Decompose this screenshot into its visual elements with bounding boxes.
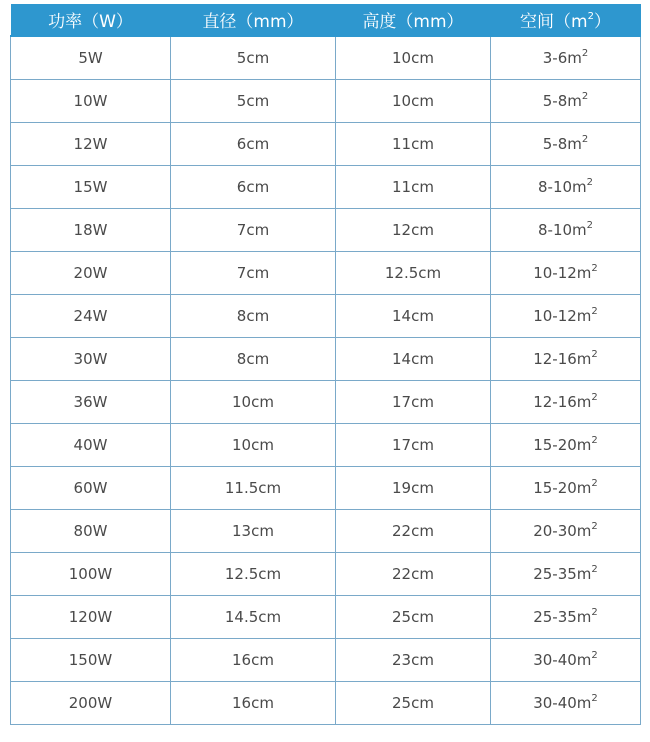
header-space-text: 空间（m (520, 12, 588, 32)
table-row (11, 294, 641, 337)
table-row (11, 122, 641, 165)
cell-height: 10cm (336, 79, 491, 122)
cell-diameter: 5cm (171, 36, 336, 79)
cell-space-value: 25-35m (533, 564, 592, 583)
cell-height: 12.5cm (336, 251, 491, 294)
table-row (11, 337, 641, 380)
table-row (11, 36, 641, 79)
table-row (11, 380, 641, 423)
cell-height: 22cm (336, 509, 491, 552)
cell-height: 23cm (336, 638, 491, 681)
cell-diameter: 13cm (171, 509, 336, 552)
header-space-sup: 2 (587, 11, 594, 23)
table-row (11, 79, 641, 122)
cell-diameter: 11.5cm (171, 466, 336, 509)
cell-space-value: 20-30m (533, 521, 592, 540)
table-row (11, 509, 641, 552)
table-row (11, 208, 641, 251)
cell-power: 30W (11, 337, 171, 380)
cell-space-sup: 2 (591, 391, 598, 403)
cell-space-sup: 2 (591, 477, 598, 489)
header-height: 高度（mm） (362, 12, 464, 32)
cell-space-sup: 2 (581, 47, 589, 59)
cell-power: 120W (11, 595, 171, 638)
cell-space (491, 36, 641, 79)
cell-space-value: 8-10m (537, 177, 587, 196)
cell-power: 12W (11, 122, 171, 165)
cell-height: 11cm (336, 122, 491, 165)
cell-space-value: 15-20m (533, 435, 592, 454)
cell-space-sup: 2 (591, 262, 598, 274)
cell-power: 60W (11, 466, 171, 509)
cell-height: 10cm (336, 36, 491, 79)
cell-space (491, 595, 641, 638)
table-row (11, 595, 641, 638)
cell-diameter: 12.5cm (171, 552, 336, 595)
cell-space (491, 79, 641, 122)
cell-space-value: 15-20m (533, 478, 592, 497)
cell-height: 19cm (336, 466, 491, 509)
table-row (11, 638, 641, 681)
header-space-close: ） (593, 12, 611, 32)
cell-power: 40W (11, 423, 171, 466)
cell-power: 10W (11, 79, 171, 122)
table-header-row (11, 4, 641, 36)
cell-height: 22cm (336, 552, 491, 595)
cell-space-sup: 2 (591, 606, 598, 618)
table-row (11, 681, 641, 724)
cell-space-sup: 2 (591, 692, 598, 704)
cell-space-sup: 2 (591, 434, 598, 446)
cell-space-sup: 2 (591, 348, 598, 360)
cell-space (491, 638, 641, 681)
cell-space-sup: 2 (591, 563, 598, 575)
cell-space-value: 12-16m (533, 392, 592, 411)
cell-diameter: 16cm (171, 681, 336, 724)
cell-diameter: 14.5cm (171, 595, 336, 638)
spec-grid (10, 4, 641, 725)
cell-power: 15W (11, 165, 171, 208)
cell-height: 25cm (336, 595, 491, 638)
cell-space (491, 466, 641, 509)
header-space (491, 4, 641, 36)
cell-diameter: 6cm (171, 165, 336, 208)
cell-power: 18W (11, 208, 171, 251)
cell-space-sup: 2 (591, 305, 598, 317)
cell-height: 14cm (336, 294, 491, 337)
cell-height: 17cm (336, 423, 491, 466)
cell-space (491, 552, 641, 595)
table-row (11, 165, 641, 208)
cell-diameter: 10cm (171, 380, 336, 423)
cell-space-value: 10-12m (533, 306, 592, 325)
cell-diameter: 16cm (171, 638, 336, 681)
cell-space-value: 10-12m (533, 263, 592, 282)
cell-space-value: 8-10m (537, 220, 587, 239)
cell-space-value: 12-16m (533, 349, 592, 368)
cell-space (491, 294, 641, 337)
cell-space-sup: 2 (581, 133, 589, 145)
cell-power: 24W (11, 294, 171, 337)
cell-space (491, 337, 641, 380)
cell-space-value: 3-6m (542, 48, 582, 67)
table-row (11, 423, 641, 466)
cell-diameter: 10cm (171, 423, 336, 466)
cell-space-sup: 2 (586, 219, 594, 231)
table-row (11, 552, 641, 595)
cell-space (491, 380, 641, 423)
cell-height: 25cm (336, 681, 491, 724)
cell-space-value: 25-35m (533, 607, 592, 626)
header-power: 功率（W） (48, 12, 133, 32)
cell-height: 11cm (336, 165, 491, 208)
header-diameter: 直径（mm） (202, 12, 304, 32)
cell-diameter: 8cm (171, 294, 336, 337)
cell-power: 80W (11, 509, 171, 552)
table-body (11, 36, 641, 724)
cell-space (491, 423, 641, 466)
cell-space-sup: 2 (591, 649, 598, 661)
cell-space-sup: 2 (591, 520, 598, 532)
cell-space (491, 251, 641, 294)
cell-space-value: 30-40m (533, 650, 592, 669)
cell-power: 200W (11, 681, 171, 724)
cell-diameter: 6cm (171, 122, 336, 165)
cell-space (491, 208, 641, 251)
cell-space (491, 509, 641, 552)
cell-space-sup: 2 (586, 176, 594, 188)
cell-space-sup: 2 (581, 90, 589, 102)
cell-height: 17cm (336, 380, 491, 423)
cell-power: 100W (11, 552, 171, 595)
cell-diameter: 7cm (171, 251, 336, 294)
cell-diameter: 5cm (171, 79, 336, 122)
cell-power: 36W (11, 380, 171, 423)
cell-diameter: 8cm (171, 337, 336, 380)
cell-height: 14cm (336, 337, 491, 380)
cell-space-value: 5-8m (542, 91, 582, 110)
cell-height: 12cm (336, 208, 491, 251)
cell-power: 150W (11, 638, 171, 681)
cell-space (491, 165, 641, 208)
cell-power: 5W (11, 36, 171, 79)
spec-table (10, 4, 640, 728)
cell-space-value: 30-40m (533, 693, 592, 712)
cell-diameter: 7cm (171, 208, 336, 251)
table-row (11, 466, 641, 509)
cell-space (491, 122, 641, 165)
cell-space-value: 5-8m (542, 134, 582, 153)
table-row (11, 251, 641, 294)
cell-power: 20W (11, 251, 171, 294)
cell-space (491, 681, 641, 724)
